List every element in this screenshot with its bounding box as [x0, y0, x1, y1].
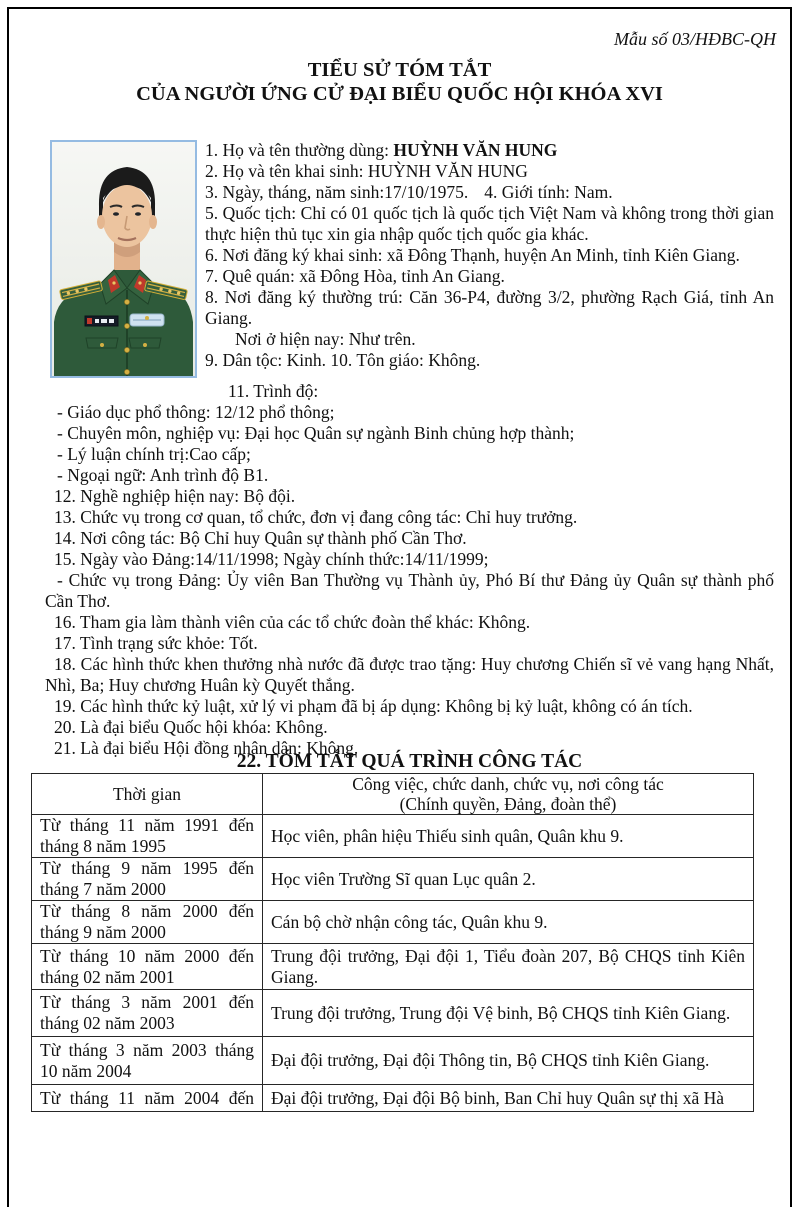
- cell-work: Đại đội trưởng, Đại đội Bộ binh, Ban Chỉ huy Quân sự thị xã Hà: [263, 1085, 754, 1112]
- bio-item-8: 8. Nơi đăng ký thường trú: Căn 36-P4, đường 3/2, phường Rạch Giá, tỉnh An Giang.: [205, 287, 774, 328]
- bio-item-11-education: - Giáo dục phổ thông: 12/12 phổ thông;: [57, 402, 335, 422]
- bio-item-12: 12. Nghề nghiệp hiện nay: Bộ đội.: [54, 486, 296, 506]
- portrait-photo-graphic: [52, 142, 195, 376]
- document-title: [9, 58, 790, 106]
- document-title-line2: CỦA NGƯỜI ỨNG CỬ ĐẠI BIỂU QUỐC HỘI KHÓA XVI: [136, 83, 663, 105]
- document-sheet: [7, 7, 792, 1207]
- bio-item-17: 17. Tình trạng sức khỏe: Tốt.: [54, 633, 258, 653]
- cell-work: Đại đội trưởng, Đại đội Thông tin, Bộ CHQS tỉnh Kiên Giang.: [263, 1037, 754, 1085]
- table-row: [32, 815, 754, 858]
- bio-item-19: 19. Các hình thức kỷ luật, xử lý vi phạm đã bị áp dụng: Không bị kỷ luật, không có án tích.: [54, 696, 693, 716]
- bio-item-11-language: - Ngoại ngữ: Anh trình độ B1.: [57, 465, 269, 485]
- bio-item-13: 13. Chức vụ trong cơ quan, tổ chức, đơn vị đang công tác: Chỉ huy trưởng.: [54, 507, 578, 527]
- cell-time: Từ tháng 8 năm 2000 đến tháng 9 năm 2000: [32, 901, 263, 944]
- cell-time: Từ tháng 9 năm 1995 đến tháng 7 năm 2000: [32, 858, 263, 901]
- column-header-time: Thời gian: [32, 774, 263, 815]
- table-row: [32, 990, 754, 1037]
- table-header-row: [32, 774, 754, 815]
- bio-item-7: 7. Quê quán: xã Đông Hòa, tỉnh An Giang.: [205, 266, 505, 286]
- cell-time: Từ tháng 10 năm 2000 đến tháng 02 năm 2001: [32, 944, 263, 990]
- table-row: [32, 1037, 754, 1085]
- bio-item-11: 11. Trình độ:: [228, 381, 319, 401]
- bio-item-20: 20. Là đại biểu Quốc hội khóa: Không.: [54, 717, 328, 737]
- table-row: [32, 1085, 754, 1112]
- cell-time: Từ tháng 11 năm 2004 đến: [32, 1085, 263, 1112]
- bio-item-15-party-position: - Chức vụ trong Đảng: Ủy viên Ban Thường vụ Thành ủy, Phó Bí thư Đảng ủy Quân sự thành phố Cần Thơ.: [45, 570, 774, 611]
- bio-item-1-label: 1. Họ và tên thường dùng:: [205, 140, 394, 160]
- bio-item-9-10: 9. Dân tộc: Kinh. 10. Tôn giáo: Không.: [205, 350, 481, 370]
- work-history-title: 22. TÓM TẮT QUÁ TRÌNH CÔNG TÁC: [236, 751, 583, 772]
- form-number: Mẫu số 03/HĐBC-QH: [614, 29, 776, 49]
- bio-item-11-politics: - Lý luận chính trị:Cao cấp;: [57, 444, 251, 464]
- bio-content: [40, 140, 774, 1112]
- bio-item-4: 4. Giới tính: Nam.: [484, 182, 613, 202]
- bio-item-1-name: HUỲNH VĂN HUNG: [393, 140, 558, 160]
- table-row: [32, 858, 754, 901]
- cell-work: Cán bộ chờ nhận công tác, Quân khu 9.: [263, 901, 754, 944]
- bio-item-8-residence: Nơi ở hiện nay: Như trên.: [235, 329, 416, 349]
- bio-item-3: 3. Ngày, tháng, năm sinh:17/10/1975.: [205, 182, 469, 202]
- bio-item-15: 15. Ngày vào Đảng:14/11/1998; Ngày chính thức:14/11/1999;: [54, 549, 489, 569]
- cell-work: Học viên, phân hiệu Thiếu sinh quân, Quân khu 9.: [263, 815, 754, 858]
- column-header-work-line1: Công việc, chức danh, chức vụ, nơi công tác: [352, 774, 664, 794]
- cell-work: Học viên Trường Sĩ quan Lục quân 2.: [263, 858, 754, 901]
- cell-work: Trung đội trưởng, Trung đội Vệ binh, Bộ CHQS tỉnh Kiên Giang.: [263, 990, 754, 1037]
- bio-item-11-profession: - Chuyên môn, nghiệp vụ: Đại học Quân sự ngành Binh chủng hợp thành;: [57, 423, 575, 443]
- bio-item-2: 2. Họ và tên khai sinh: HUỲNH VĂN HUNG: [205, 161, 528, 181]
- candidate-photo: [50, 140, 197, 378]
- cell-work: Trung đội trưởng, Đại đội 1, Tiểu đoàn 207, Bộ CHQS tỉnh Kiên Giang.: [263, 944, 754, 990]
- cell-time: Từ tháng 3 năm 2003 tháng 10 năm 2004: [32, 1037, 263, 1085]
- cell-time: Từ tháng 3 năm 2001 đến tháng 02 năm 2003: [32, 990, 263, 1037]
- bio-item-6: 6. Nơi đăng ký khai sinh: xã Đông Thạnh, huyện An Minh, tỉnh Kiên Giang.: [205, 245, 740, 265]
- table-row: [32, 944, 754, 990]
- cell-time: Từ tháng 11 năm 1991 đến tháng 8 năm 1995: [32, 815, 263, 858]
- work-history-table: [31, 773, 754, 1112]
- bio-item-21: 21. Là đại biểu Hội đồng nhân dân: Không.: [54, 738, 359, 758]
- bio-item-16: 16. Tham gia làm thành viên của các tổ chức đoàn thể khác: Không.: [54, 612, 531, 632]
- bio-item-18: 18. Các hình thức khen thưởng nhà nước đã được trao tặng: Huy chương Chiến sĩ vẻ vang hạng Nhất, Nhì, Ba; Huy chương Huân kỳ Quyết thắng.: [45, 654, 774, 695]
- bio-item-5: 5. Quốc tịch: Chỉ có 01 quốc tịch là quốc tịch Việt Nam và không trong thời gian thực hiện thủ tục xin gia nhập quốc tịch quốc gia khác.: [205, 203, 774, 244]
- table-row: [32, 901, 754, 944]
- bio-item-14: 14. Nơi công tác: Bộ Chỉ huy Quân sự thành phố Cần Thơ.: [54, 528, 467, 548]
- column-header-work: [263, 774, 754, 815]
- document-title-line1: TIỂU SỬ TÓM TẮT: [307, 59, 492, 81]
- column-header-work-line2: (Chính quyền, Đảng, đoàn thể): [399, 794, 617, 814]
